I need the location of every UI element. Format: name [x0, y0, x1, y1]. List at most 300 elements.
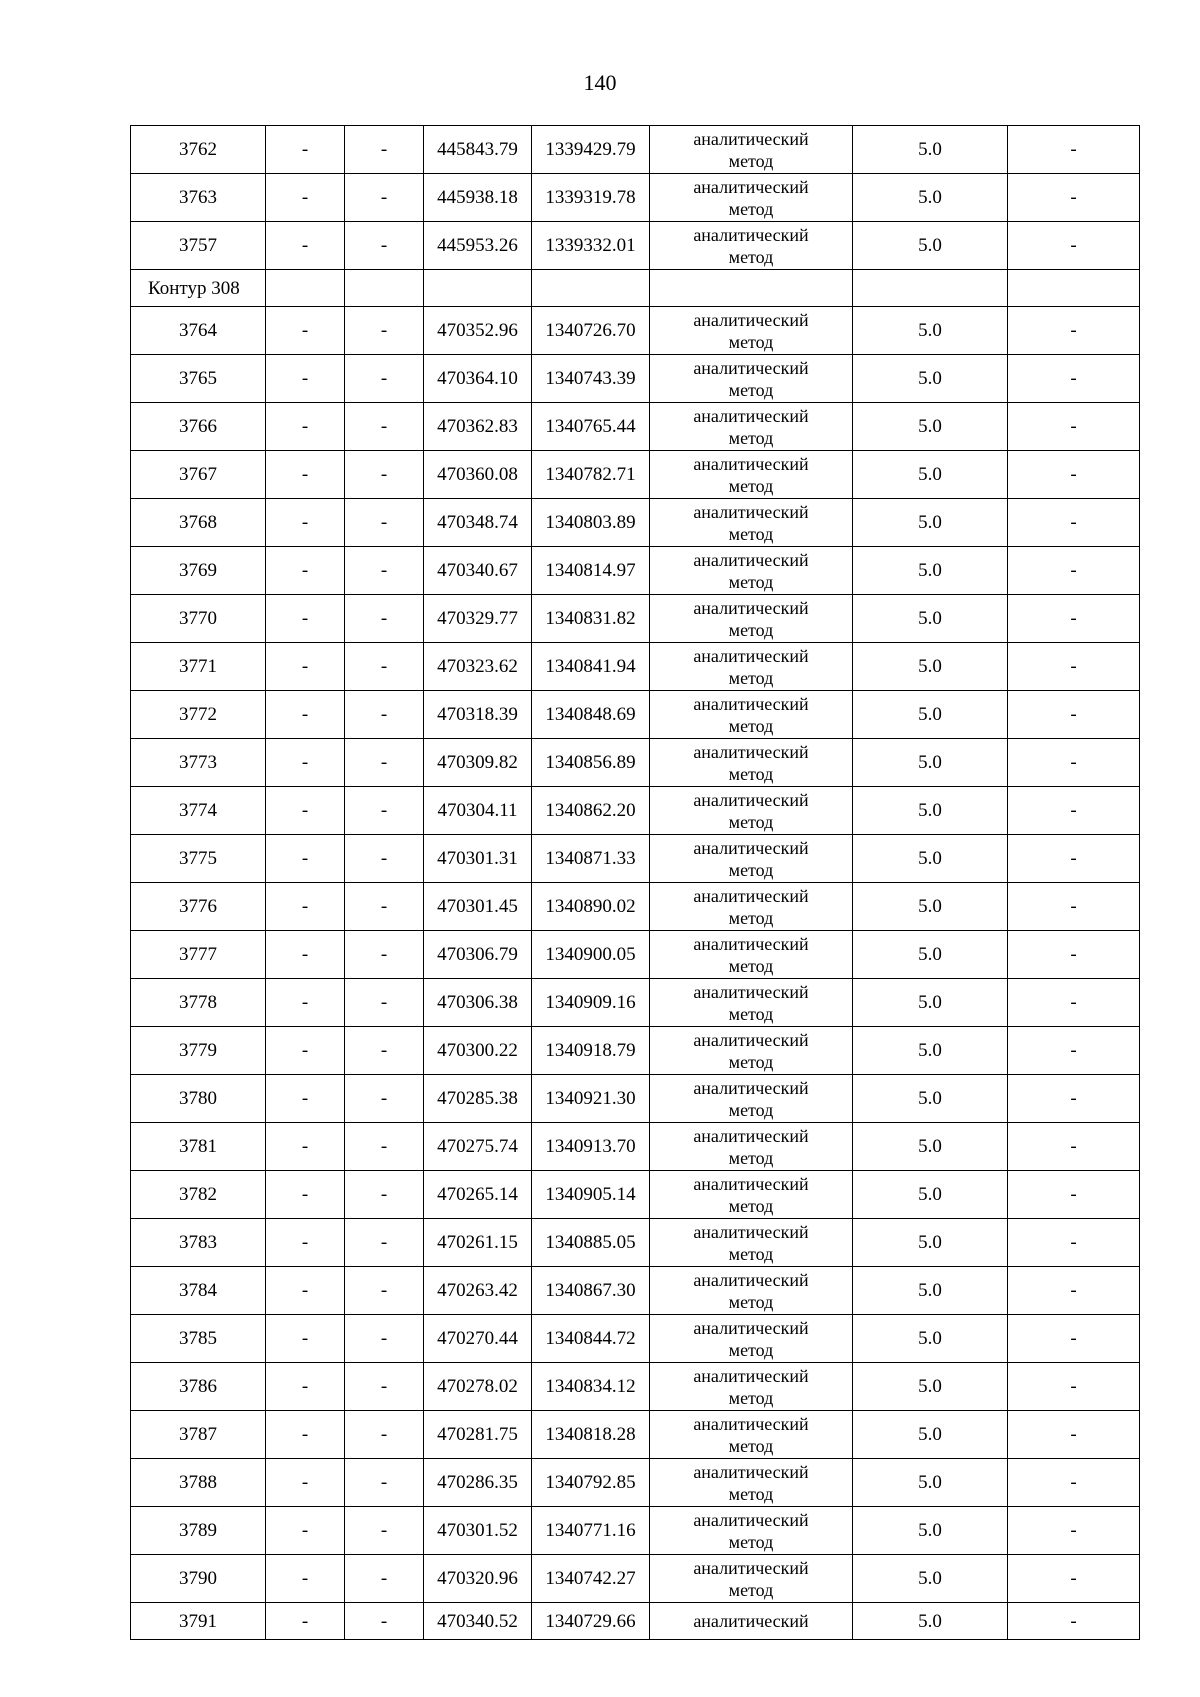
method-text: аналитический: [693, 1557, 809, 1578]
dash-cell: -: [266, 1171, 345, 1219]
dash-cell: -: [266, 547, 345, 595]
method-text: аналитический: [693, 789, 809, 810]
point-id-cell: 3786: [131, 1363, 266, 1411]
y-coordinate-cell: 1340841.94: [532, 643, 650, 691]
method-text: аналитический: [693, 453, 809, 474]
x-coordinate-cell: 470362.83: [424, 403, 532, 451]
x-coordinate-cell: 470270.44: [424, 1315, 532, 1363]
point-id-cell: 3767: [131, 451, 266, 499]
accuracy-cell: 5.0: [853, 787, 1008, 835]
accuracy-cell: 5.0: [853, 691, 1008, 739]
accuracy-cell: 5.0: [853, 1219, 1008, 1267]
dash-cell: -: [1008, 1267, 1140, 1315]
y-coordinate-cell: 1340921.30: [532, 1075, 650, 1123]
dash-cell: -: [266, 1267, 345, 1315]
accuracy-cell: 5.0: [853, 499, 1008, 547]
y-coordinate-cell: 1340818.28: [532, 1411, 650, 1459]
method-text: аналитический: [693, 357, 809, 378]
table-row: [131, 931, 1140, 979]
y-coordinate-cell: 1340905.14: [532, 1171, 650, 1219]
point-id-cell: 3770: [131, 595, 266, 643]
method-text: метод: [728, 427, 774, 448]
dash-cell: -: [266, 1075, 345, 1123]
dash-cell: -: [1008, 403, 1140, 451]
method-text: метод: [728, 1051, 774, 1072]
method-cell: [650, 1075, 853, 1123]
point-id-cell: 3784: [131, 1267, 266, 1315]
method-text: аналитический: [693, 1125, 809, 1146]
method-text: аналитический: [693, 405, 809, 426]
method-text: метод: [728, 1243, 774, 1264]
table-row: [131, 307, 1140, 355]
method-cell: [650, 1027, 853, 1075]
table-row: [131, 1411, 1140, 1459]
empty-cell: [1008, 270, 1140, 307]
accuracy-cell: 5.0: [853, 547, 1008, 595]
dash-cell: -: [1008, 1075, 1140, 1123]
x-coordinate-cell: 470300.22: [424, 1027, 532, 1075]
method-text: метод: [728, 1147, 774, 1168]
method-text: метод: [728, 246, 774, 267]
x-coordinate-cell: 470340.52: [424, 1603, 532, 1640]
method-text: метод: [728, 1195, 774, 1216]
table-row: [131, 787, 1140, 835]
y-coordinate-cell: 1340913.70: [532, 1123, 650, 1171]
method-text: метод: [728, 619, 774, 640]
point-id-cell: 3791: [131, 1603, 266, 1640]
y-coordinate-cell: 1340844.72: [532, 1315, 650, 1363]
dash-cell: -: [1008, 307, 1140, 355]
dash-cell: -: [266, 1027, 345, 1075]
dash-cell: -: [1008, 1171, 1140, 1219]
method-text: метод: [728, 1291, 774, 1312]
accuracy-cell: 5.0: [853, 1027, 1008, 1075]
method-text: аналитический: [693, 981, 809, 1002]
table-row: [131, 403, 1140, 451]
accuracy-cell: 5.0: [853, 1123, 1008, 1171]
method-text: метод: [728, 523, 774, 544]
table-row: [131, 979, 1140, 1027]
method-cell: [650, 1171, 853, 1219]
method-text: метод: [728, 475, 774, 496]
dash-cell: -: [345, 1459, 424, 1507]
x-coordinate-cell: 470306.38: [424, 979, 532, 1027]
y-coordinate-cell: 1339429.79: [532, 126, 650, 174]
dash-cell: -: [345, 787, 424, 835]
point-id-cell: 3773: [131, 739, 266, 787]
table-row: [131, 1123, 1140, 1171]
method-text: аналитический: [693, 1029, 809, 1050]
method-text: аналитический: [693, 176, 809, 197]
dash-cell: -: [345, 1171, 424, 1219]
dash-cell: -: [266, 1411, 345, 1459]
point-id-cell: 3787: [131, 1411, 266, 1459]
method-cell: [650, 1219, 853, 1267]
y-coordinate-cell: 1340918.79: [532, 1027, 650, 1075]
y-coordinate-cell: 1340885.05: [532, 1219, 650, 1267]
point-id-cell: 3769: [131, 547, 266, 595]
point-id-cell: 3788: [131, 1459, 266, 1507]
method-text: метод: [728, 1579, 774, 1600]
table-row: [131, 451, 1140, 499]
x-coordinate-cell: 470285.38: [424, 1075, 532, 1123]
method-text: аналитический: [693, 597, 809, 618]
table-row: [131, 1315, 1140, 1363]
dash-cell: -: [1008, 1603, 1140, 1640]
table-row: [131, 222, 1140, 270]
accuracy-cell: 5.0: [853, 355, 1008, 403]
dash-cell: -: [1008, 691, 1140, 739]
dash-cell: -: [266, 883, 345, 931]
dash-cell: -: [345, 355, 424, 403]
point-id-cell: 3775: [131, 835, 266, 883]
dash-cell: -: [345, 1075, 424, 1123]
x-coordinate-cell: 470275.74: [424, 1123, 532, 1171]
dash-cell: -: [1008, 1315, 1140, 1363]
dash-cell: -: [1008, 1459, 1140, 1507]
x-coordinate-cell: 445938.18: [424, 174, 532, 222]
table-row: [131, 883, 1140, 931]
method-cell: [650, 739, 853, 787]
dash-cell: -: [266, 835, 345, 883]
y-coordinate-cell: 1340765.44: [532, 403, 650, 451]
table-row: [131, 1171, 1140, 1219]
x-coordinate-cell: 445953.26: [424, 222, 532, 270]
dash-cell: -: [266, 1603, 345, 1640]
dash-cell: -: [345, 1603, 424, 1640]
method-text: метод: [728, 955, 774, 976]
table-row: [131, 1363, 1140, 1411]
dash-cell: -: [1008, 1027, 1140, 1075]
method-text: метод: [728, 331, 774, 352]
table-row: [131, 739, 1140, 787]
method-text: аналитический: [693, 549, 809, 570]
accuracy-cell: 5.0: [853, 931, 1008, 979]
point-id-cell: 3778: [131, 979, 266, 1027]
point-id-cell: 3757: [131, 222, 266, 270]
y-coordinate-cell: 1340726.70: [532, 307, 650, 355]
point-id-cell: 3765: [131, 355, 266, 403]
x-coordinate-cell: 470318.39: [424, 691, 532, 739]
method-cell: [650, 1507, 853, 1555]
x-coordinate-cell: 445843.79: [424, 126, 532, 174]
table-row: [131, 355, 1140, 403]
x-coordinate-cell: 470301.45: [424, 883, 532, 931]
accuracy-cell: 5.0: [853, 1555, 1008, 1603]
dash-cell: -: [345, 222, 424, 270]
accuracy-cell: 5.0: [853, 1411, 1008, 1459]
dash-cell: -: [1008, 1123, 1140, 1171]
dash-cell: -: [266, 787, 345, 835]
y-coordinate-cell: 1339319.78: [532, 174, 650, 222]
coordinates-table: [130, 125, 1140, 1640]
method-text: аналитический: [693, 501, 809, 522]
dash-cell: -: [1008, 355, 1140, 403]
table-row: [131, 1027, 1140, 1075]
accuracy-cell: 5.0: [853, 174, 1008, 222]
y-coordinate-cell: 1340867.30: [532, 1267, 650, 1315]
empty-cell: [266, 270, 345, 307]
x-coordinate-cell: 470278.02: [424, 1363, 532, 1411]
method-cell: [650, 787, 853, 835]
empty-cell: [532, 270, 650, 307]
table-row: [131, 1555, 1140, 1603]
accuracy-cell: 5.0: [853, 643, 1008, 691]
point-id-cell: 3785: [131, 1315, 266, 1363]
accuracy-cell: 5.0: [853, 126, 1008, 174]
point-id-cell: 3766: [131, 403, 266, 451]
dash-cell: -: [266, 979, 345, 1027]
method-cell: [650, 403, 853, 451]
method-cell: [650, 1459, 853, 1507]
dash-cell: -: [345, 643, 424, 691]
method-cell: [650, 1315, 853, 1363]
point-id-cell: 3771: [131, 643, 266, 691]
dash-cell: -: [266, 451, 345, 499]
x-coordinate-cell: 470301.52: [424, 1507, 532, 1555]
accuracy-cell: 5.0: [853, 307, 1008, 355]
point-id-cell: 3776: [131, 883, 266, 931]
method-cell: [650, 931, 853, 979]
method-text: аналитический: [693, 1413, 809, 1434]
y-coordinate-cell: 1340871.33: [532, 835, 650, 883]
y-coordinate-cell: 1340900.05: [532, 931, 650, 979]
accuracy-cell: 5.0: [853, 222, 1008, 270]
x-coordinate-cell: 470286.35: [424, 1459, 532, 1507]
x-coordinate-cell: 470329.77: [424, 595, 532, 643]
y-coordinate-cell: 1340856.89: [532, 739, 650, 787]
contour-label: Контур 308: [131, 270, 266, 307]
method-text: метод: [728, 811, 774, 832]
dash-cell: -: [345, 307, 424, 355]
x-coordinate-cell: 470263.42: [424, 1267, 532, 1315]
dash-cell: -: [266, 1123, 345, 1171]
x-coordinate-cell: 470364.10: [424, 355, 532, 403]
table-row: [131, 547, 1140, 595]
dash-cell: -: [345, 174, 424, 222]
method-text: метод: [728, 1099, 774, 1120]
accuracy-cell: 5.0: [853, 595, 1008, 643]
x-coordinate-cell: 470320.96: [424, 1555, 532, 1603]
point-id-cell: 3768: [131, 499, 266, 547]
method-cell: [650, 307, 853, 355]
y-coordinate-cell: 1340862.20: [532, 787, 650, 835]
x-coordinate-cell: 470360.08: [424, 451, 532, 499]
dash-cell: -: [1008, 1363, 1140, 1411]
method-text: метод: [728, 715, 774, 736]
dash-cell: -: [266, 1363, 345, 1411]
dash-cell: -: [1008, 931, 1140, 979]
dash-cell: -: [345, 979, 424, 1027]
method-text: аналитический: [693, 1461, 809, 1482]
dash-cell: -: [1008, 126, 1140, 174]
dash-cell: -: [1008, 1507, 1140, 1555]
dash-cell: -: [345, 595, 424, 643]
empty-cell: [424, 270, 532, 307]
accuracy-cell: 5.0: [853, 1459, 1008, 1507]
dash-cell: -: [1008, 499, 1140, 547]
method-text: аналитический: [693, 1077, 809, 1098]
method-text: аналитический: [693, 1317, 809, 1338]
dash-cell: -: [1008, 174, 1140, 222]
point-id-cell: 3783: [131, 1219, 266, 1267]
point-id-cell: 3781: [131, 1123, 266, 1171]
table-row: [131, 126, 1140, 174]
accuracy-cell: 5.0: [853, 1171, 1008, 1219]
contour-row: [131, 270, 1140, 307]
point-id-cell: 3774: [131, 787, 266, 835]
dash-cell: -: [345, 883, 424, 931]
method-cell: [650, 174, 853, 222]
method-cell: [650, 1363, 853, 1411]
y-coordinate-cell: 1340729.66: [532, 1603, 650, 1640]
page-number: 140: [583, 70, 617, 95]
method-text: метод: [728, 1339, 774, 1360]
dash-cell: -: [266, 355, 345, 403]
dash-cell: -: [345, 835, 424, 883]
y-coordinate-cell: 1340848.69: [532, 691, 650, 739]
method-text: аналитический: [693, 741, 809, 762]
table-row: [131, 643, 1140, 691]
dash-cell: -: [345, 1267, 424, 1315]
dash-cell: -: [1008, 883, 1140, 931]
method-cell: [650, 643, 853, 691]
dash-cell: -: [266, 643, 345, 691]
dash-cell: -: [345, 547, 424, 595]
point-id-cell: 3789: [131, 1507, 266, 1555]
method-text: аналитический: [693, 693, 809, 714]
dash-cell: -: [345, 1363, 424, 1411]
method-cell: [650, 1411, 853, 1459]
method-text: метод: [728, 763, 774, 784]
method-cell: [650, 1603, 853, 1640]
method-cell: [650, 451, 853, 499]
point-id-cell: 3777: [131, 931, 266, 979]
accuracy-cell: 5.0: [853, 883, 1008, 931]
method-text: аналитический: [693, 645, 809, 666]
table-row: [131, 1267, 1140, 1315]
dash-cell: -: [345, 1123, 424, 1171]
dash-cell: -: [1008, 787, 1140, 835]
method-text: аналитический: [693, 309, 809, 330]
table-row: [131, 595, 1140, 643]
accuracy-cell: 5.0: [853, 979, 1008, 1027]
dash-cell: -: [345, 739, 424, 787]
accuracy-cell: 5.0: [853, 835, 1008, 883]
accuracy-cell: 5.0: [853, 451, 1008, 499]
table-body: [131, 126, 1140, 1640]
dash-cell: -: [345, 1027, 424, 1075]
point-id-cell: 3782: [131, 1171, 266, 1219]
x-coordinate-cell: 470301.31: [424, 835, 532, 883]
point-id-cell: 3762: [131, 126, 266, 174]
dash-cell: -: [345, 931, 424, 979]
dash-cell: -: [266, 1219, 345, 1267]
x-coordinate-cell: 470352.96: [424, 307, 532, 355]
table-row: [131, 174, 1140, 222]
method-cell: [650, 1123, 853, 1171]
method-text: метод: [728, 859, 774, 880]
y-coordinate-cell: 1340814.97: [532, 547, 650, 595]
method-text: метод: [728, 1483, 774, 1504]
dash-cell: -: [266, 499, 345, 547]
dash-cell: -: [266, 403, 345, 451]
method-cell: [650, 222, 853, 270]
method-text: метод: [728, 379, 774, 400]
x-coordinate-cell: 470281.75: [424, 1411, 532, 1459]
dash-cell: -: [1008, 451, 1140, 499]
method-text: аналитический: [693, 885, 809, 906]
method-text: метод: [728, 571, 774, 592]
dash-cell: -: [345, 126, 424, 174]
dash-cell: -: [266, 1315, 345, 1363]
x-coordinate-cell: 470306.79: [424, 931, 532, 979]
dash-cell: -: [1008, 1411, 1140, 1459]
method-text: аналитический: [693, 128, 809, 149]
method-cell: [650, 126, 853, 174]
dash-cell: -: [266, 307, 345, 355]
dash-cell: -: [266, 691, 345, 739]
method-cell: [650, 835, 853, 883]
dash-cell: -: [345, 403, 424, 451]
accuracy-cell: 5.0: [853, 1315, 1008, 1363]
dash-cell: -: [1008, 739, 1140, 787]
empty-cell: [853, 270, 1008, 307]
method-text: метод: [728, 667, 774, 688]
dash-cell: -: [266, 126, 345, 174]
dash-cell: -: [1008, 547, 1140, 595]
dash-cell: -: [1008, 1219, 1140, 1267]
method-text: аналитический: [693, 933, 809, 954]
point-id-cell: 3763: [131, 174, 266, 222]
x-coordinate-cell: 470261.15: [424, 1219, 532, 1267]
y-coordinate-cell: 1340831.82: [532, 595, 650, 643]
dash-cell: -: [1008, 643, 1140, 691]
accuracy-cell: 5.0: [853, 1603, 1008, 1640]
table-row: [131, 1459, 1140, 1507]
method-cell: [650, 547, 853, 595]
point-id-cell: 3764: [131, 307, 266, 355]
dash-cell: -: [266, 595, 345, 643]
accuracy-cell: 5.0: [853, 739, 1008, 787]
accuracy-cell: 5.0: [853, 1267, 1008, 1315]
method-text: аналитический: [693, 1509, 809, 1530]
accuracy-cell: 5.0: [853, 1075, 1008, 1123]
table-row: [131, 1075, 1140, 1123]
table-row: [131, 691, 1140, 739]
accuracy-cell: 5.0: [853, 1507, 1008, 1555]
table-row: [131, 499, 1140, 547]
empty-cell: [345, 270, 424, 307]
method-text: метод: [728, 1003, 774, 1024]
method-text: аналитический: [693, 224, 809, 245]
dash-cell: -: [345, 499, 424, 547]
dash-cell: -: [266, 739, 345, 787]
dash-cell: -: [345, 1411, 424, 1459]
x-coordinate-cell: 470340.67: [424, 547, 532, 595]
point-id-cell: 3790: [131, 1555, 266, 1603]
dash-cell: -: [345, 451, 424, 499]
method-text: аналитический: [693, 837, 809, 858]
y-coordinate-cell: 1340834.12: [532, 1363, 650, 1411]
dash-cell: -: [1008, 222, 1140, 270]
method-text: метод: [728, 198, 774, 219]
method-text: метод: [728, 150, 774, 171]
method-cell: [650, 499, 853, 547]
dash-cell: -: [1008, 979, 1140, 1027]
method-text: аналитический: [693, 1173, 809, 1194]
y-coordinate-cell: 1340771.16: [532, 1507, 650, 1555]
